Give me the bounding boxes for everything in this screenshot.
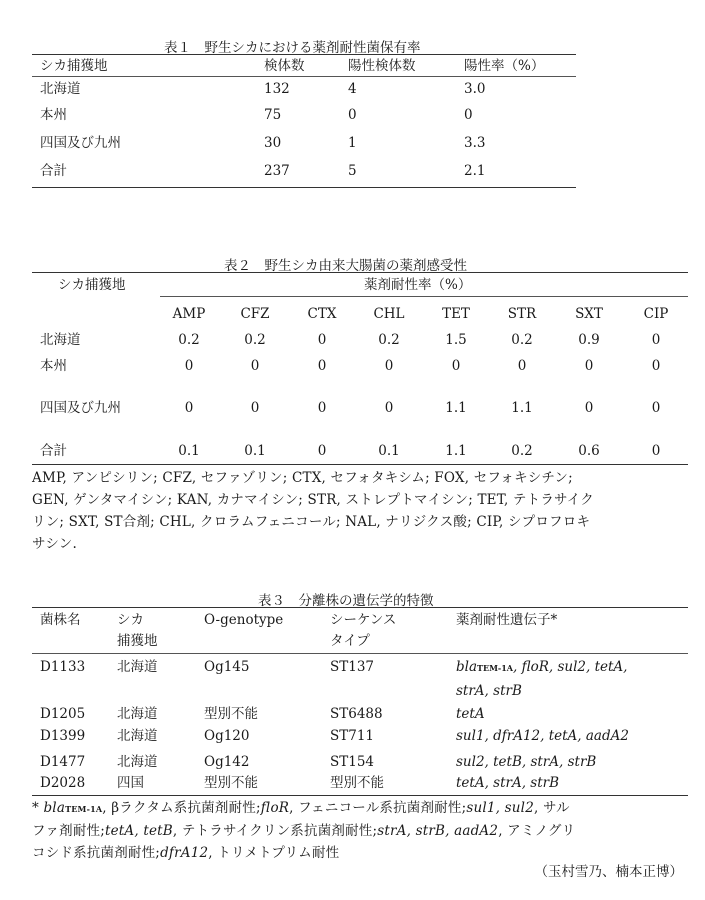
footnote-asterisk: * bbox=[32, 800, 39, 816]
table1-cell-rate: 3.0 bbox=[464, 81, 486, 97]
table3-cell-place: 北海道 bbox=[117, 659, 158, 675]
table3-cell-strain: D2028 bbox=[40, 775, 86, 791]
gene-bla: bla bbox=[456, 659, 478, 675]
table2-footnote-line: サシン. bbox=[32, 536, 77, 552]
table2-footnote-line: AMP, アンピシリン; CFZ, セファゾリン; CTX, セフォタキシム; FOX, セフォキシチン; bbox=[32, 470, 573, 486]
footnote-gene: strA, strB, aadA2 bbox=[377, 823, 499, 839]
authors: （玉村雪乃、楠本正博） bbox=[534, 864, 683, 880]
table3-cell-ogenotype: 型別不能 bbox=[204, 775, 258, 791]
footnote-gene: dfrA12 bbox=[160, 845, 209, 861]
table2-drug-header: AMP bbox=[172, 306, 206, 322]
table2-cell: 0.2 bbox=[244, 332, 266, 348]
table2-drug-header: TET bbox=[442, 306, 470, 322]
table3-cell-genes-cont: strA, strB bbox=[456, 683, 522, 699]
table3-header-seq-2: タイプ bbox=[330, 633, 370, 649]
table1-cell-rate: 0 bbox=[464, 107, 473, 123]
table1-header-count: 検体数 bbox=[264, 58, 305, 74]
table2-drug-header: CFZ bbox=[240, 306, 270, 322]
table3-cell-place: 北海道 bbox=[117, 754, 158, 770]
table2-cell: 0.9 bbox=[578, 332, 600, 348]
table3-cell-genes: tetA bbox=[456, 706, 485, 722]
table3-footnote-line bbox=[32, 842, 692, 864]
footnote-text: , トリメトプリム耐性 bbox=[208, 845, 340, 861]
footnote-text: , サル bbox=[534, 800, 570, 816]
table2-cell: 0 bbox=[317, 400, 327, 416]
table3-cell-strain: D1133 bbox=[40, 659, 86, 675]
table3-cell-st: ST6488 bbox=[330, 706, 383, 722]
table1-cell-rate: 3.3 bbox=[464, 135, 486, 151]
table1-caption: 表１ 野生シカにおける薬剤耐性菌保有率 bbox=[164, 40, 421, 56]
table3-caption: 表３ 分離株の遺伝学的特徴 bbox=[258, 593, 434, 609]
table1-cell-place: 四国及び九州 bbox=[40, 135, 121, 151]
table2-footnote-line: GEN, ゲンタマイシン; KAN, カナマイシン; STR, ストレプトマイシン; TET, テトラサイク bbox=[32, 492, 594, 508]
table3-cell-ogenotype: Og145 bbox=[204, 659, 250, 675]
table3-cell-genes: sul2, tetB, strA, strB bbox=[456, 754, 597, 770]
table1-header-positive: 陽性検体数 bbox=[348, 58, 416, 74]
table2-caption: 表２ 野生シカ由来大腸菌の薬剤感受性 bbox=[224, 258, 467, 274]
table3-bottom-rule bbox=[32, 795, 688, 796]
table2-row-label: 本州 bbox=[40, 358, 67, 374]
footnote-text: , アミノグリ bbox=[498, 823, 576, 839]
footnote-text: ファ剤耐性; bbox=[32, 823, 105, 839]
table3-footnote-line bbox=[32, 820, 692, 842]
table2-cell: 0 bbox=[451, 358, 461, 374]
table1-cell-count: 75 bbox=[264, 107, 282, 123]
table2-top-rule bbox=[32, 272, 688, 273]
table2-header-group: 薬剤耐性率（%） bbox=[364, 277, 472, 293]
table3-footnote bbox=[32, 797, 692, 864]
table1-cell-rate: 2.1 bbox=[464, 163, 486, 179]
table3-header-place-1: シカ bbox=[117, 612, 144, 628]
table2-drug-header: STR bbox=[507, 306, 537, 322]
table1-cell-count: 30 bbox=[264, 135, 282, 151]
footnote-text: , βラクタム系抗菌剤耐性; bbox=[102, 800, 261, 816]
table2-cell: 0.2 bbox=[511, 332, 533, 348]
table2-footnote-line: リン; SXT, ST合剤; CHL, クロラムフェニコール; NAL, ナリジクス酸; CIP, シプロフロキ bbox=[32, 514, 591, 530]
table2-cell: 0 bbox=[651, 443, 661, 459]
table3-header-strain: 菌株名 bbox=[40, 612, 81, 628]
table2-cell: 0 bbox=[651, 332, 661, 348]
table3-header-place-2: 捕獲地 bbox=[117, 633, 158, 649]
table1-top-rule bbox=[32, 54, 576, 55]
table1-cell-positive: 1 bbox=[348, 135, 357, 151]
gene-bla-subscript: TEM-1A bbox=[477, 663, 514, 673]
footnote-bla: bla bbox=[43, 800, 66, 816]
table3-header-seq-1: シーケンス bbox=[330, 612, 397, 628]
table3-header-ogenotype: O-genotype bbox=[204, 612, 284, 628]
table1-cell-count: 237 bbox=[264, 163, 290, 179]
table2-cell: 1.5 bbox=[445, 332, 467, 348]
table3-cell-strain: D1205 bbox=[40, 706, 86, 722]
table1-cell-place: 北海道 bbox=[40, 81, 81, 97]
table1-cell-count: 132 bbox=[264, 81, 290, 97]
table1-cell-positive: 4 bbox=[348, 81, 357, 97]
table1-cell-place: 本州 bbox=[40, 107, 67, 123]
footnote-gene: sul1, sul2 bbox=[466, 800, 534, 816]
table2-cell: 0.1 bbox=[244, 443, 266, 459]
table2-cell: 0 bbox=[384, 358, 394, 374]
footnote-bla-subscript: TEM-1A bbox=[65, 804, 103, 814]
table2-drug-header: SXT bbox=[575, 306, 603, 322]
table3-cell-strain: D1477 bbox=[40, 754, 86, 770]
table1-cell-positive: 0 bbox=[348, 107, 357, 123]
table1-cell-place: 合計 bbox=[40, 163, 67, 179]
table2-cell: 0 bbox=[651, 400, 661, 416]
gene-list: , floR, sul2, tetA, bbox=[513, 659, 628, 675]
table2-drug-header: CIP bbox=[643, 306, 669, 322]
table1-header-place: シカ捕獲地 bbox=[40, 58, 108, 74]
table3-top-rule bbox=[32, 607, 688, 608]
table3-cell-st: ST711 bbox=[330, 728, 375, 744]
table3-cell-st: 型別不能 bbox=[330, 775, 384, 791]
table2-header-place: シカ捕獲地 bbox=[58, 277, 126, 293]
table2-drug-header: CTX bbox=[307, 306, 337, 322]
footnote-gene: floR bbox=[260, 800, 290, 816]
table2-bottom-rule bbox=[32, 464, 688, 465]
footnote-text: コシド系抗菌剤耐性; bbox=[32, 845, 161, 861]
table2-cell: 0 bbox=[317, 443, 327, 459]
table1-bottom-rule bbox=[32, 187, 576, 188]
table2-footnote bbox=[32, 467, 692, 555]
table2-group-rule bbox=[160, 296, 688, 297]
footnote-text: , テトラサイクリン系抗菌剤耐性; bbox=[172, 823, 378, 839]
table3-header-rule bbox=[32, 653, 688, 654]
table2-row-label: 四国及び九州 bbox=[40, 400, 121, 416]
footnote-text: , フェニコール系抗菌剤耐性; bbox=[289, 800, 467, 816]
table3-header-genes: 薬剤耐性遺伝子* bbox=[456, 612, 558, 628]
table2-cell: 0 bbox=[184, 400, 194, 416]
table2-cell: 1.1 bbox=[511, 400, 533, 416]
table3-cell-ogenotype: Og142 bbox=[204, 754, 250, 770]
table2-cell: 0.2 bbox=[378, 332, 400, 348]
table2-cell: 0 bbox=[384, 400, 394, 416]
table2-cell: 0 bbox=[584, 400, 594, 416]
table3-cell-st: ST137 bbox=[330, 659, 375, 675]
table2-row-label: 合計 bbox=[40, 443, 67, 459]
table2-cell: 0.2 bbox=[511, 443, 533, 459]
table2-cell: 0 bbox=[584, 358, 594, 374]
table2-cell: 0 bbox=[517, 358, 527, 374]
table3-cell-genes bbox=[456, 659, 627, 676]
table2-cell: 1.1 bbox=[445, 443, 467, 459]
table2-cell: 0 bbox=[317, 358, 327, 374]
table3-cell-genes: tetA, strA, strB bbox=[456, 775, 560, 791]
table2-cell: 0 bbox=[651, 358, 661, 374]
table2-cell: 0.2 bbox=[178, 332, 200, 348]
table1-cell-positive: 5 bbox=[348, 163, 357, 179]
table3-cell-place: 四国 bbox=[117, 775, 144, 791]
table2-cell: 1.1 bbox=[445, 400, 467, 416]
table3-cell-st: ST154 bbox=[330, 754, 375, 770]
table2-cell: 0 bbox=[250, 400, 260, 416]
table3-cell-strain: D1399 bbox=[40, 728, 86, 744]
table3-cell-ogenotype: 型別不能 bbox=[204, 706, 258, 722]
table2-cell: 0 bbox=[250, 358, 260, 374]
table3-footnote-line bbox=[32, 797, 692, 820]
table2-cell: 0.6 bbox=[578, 443, 600, 459]
table3-cell-genes: sul1, dfrA12, tetA, aadA2 bbox=[456, 728, 629, 744]
table1-header-rule bbox=[32, 76, 576, 77]
table2-cell: 0 bbox=[184, 358, 194, 374]
table2-drug-header: CHL bbox=[373, 306, 405, 322]
table2-cell: 0.1 bbox=[178, 443, 200, 459]
table3-cell-place: 北海道 bbox=[117, 728, 158, 744]
table2-cell: 0 bbox=[317, 332, 327, 348]
table2-row-label: 北海道 bbox=[40, 332, 81, 348]
footnote-gene: tetA, tetB bbox=[104, 823, 173, 839]
table1-header-rate: 陽性率（%） bbox=[464, 58, 545, 74]
table3-cell-place: 北海道 bbox=[117, 706, 158, 722]
table2-cell: 0.1 bbox=[378, 443, 400, 459]
table3-cell-ogenotype: Og120 bbox=[204, 728, 250, 744]
